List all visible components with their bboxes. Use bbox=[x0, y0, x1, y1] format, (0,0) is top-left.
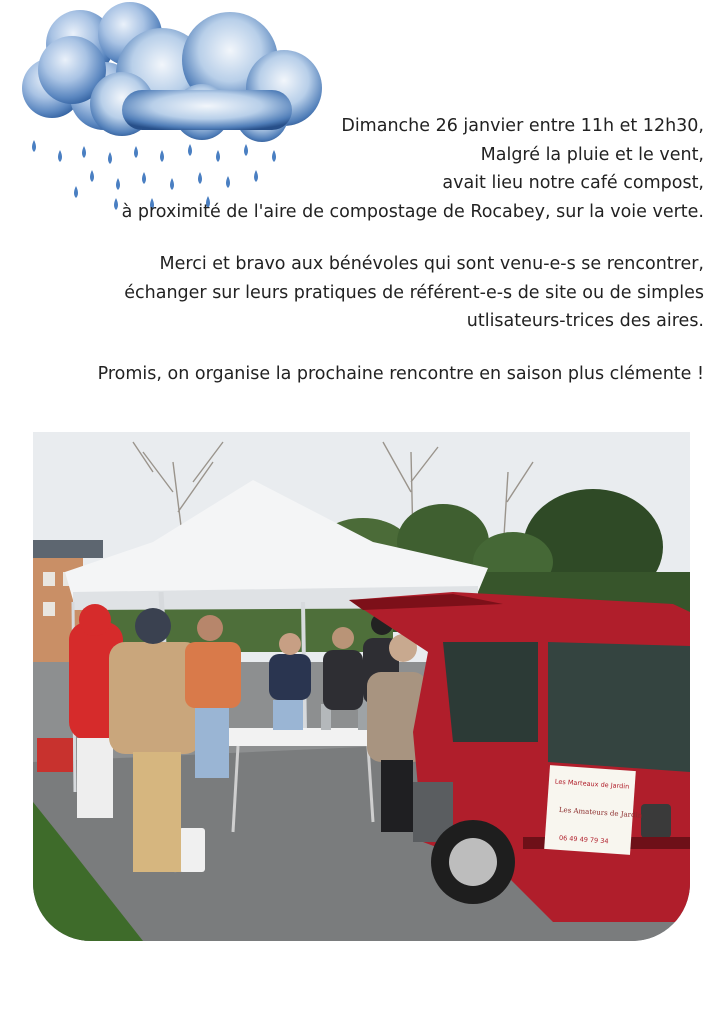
text-line-thanks: Merci et bravo aux bénévoles qui sont venu-e-s se rencontrer, bbox=[159, 254, 704, 274]
building-window bbox=[43, 572, 55, 586]
paragraph-gap bbox=[40, 336, 704, 360]
text-line-date: Dimanche 26 janvier entre 11h et 12h30, bbox=[341, 116, 704, 136]
van-sticker bbox=[544, 765, 643, 855]
text-line-exchange: échanger sur leurs pratiques de référent-e-s de site ou de simples bbox=[124, 282, 704, 303]
text-line-promise: Promis, on organise la prochaine rencontre en saison plus clémente ! bbox=[97, 363, 704, 384]
announcement-text bbox=[40, 112, 704, 388]
event-photo bbox=[33, 432, 690, 941]
red-crate bbox=[37, 738, 73, 772]
building-roof bbox=[33, 540, 103, 558]
text-line-location: à proximité de l'aire de compostage de Rocabey, sur la voie verte. bbox=[121, 201, 704, 222]
text-line-users: utlisateurs-trices des aires. bbox=[466, 311, 704, 331]
building-window bbox=[43, 602, 55, 616]
sticker-title: Les Marteaux de Jardin bbox=[554, 777, 630, 791]
paragraph-gap bbox=[40, 226, 704, 250]
water-jerrycan bbox=[179, 828, 205, 872]
sticker-logo: Les Amateurs de Jardin bbox=[558, 805, 643, 820]
sticker-phone: 06 49 49 79 34 bbox=[558, 833, 609, 846]
text-line-weather: Malgré la pluie et le vent, bbox=[480, 144, 704, 165]
text-line-event: avait lieu notre café compost, bbox=[442, 173, 704, 193]
